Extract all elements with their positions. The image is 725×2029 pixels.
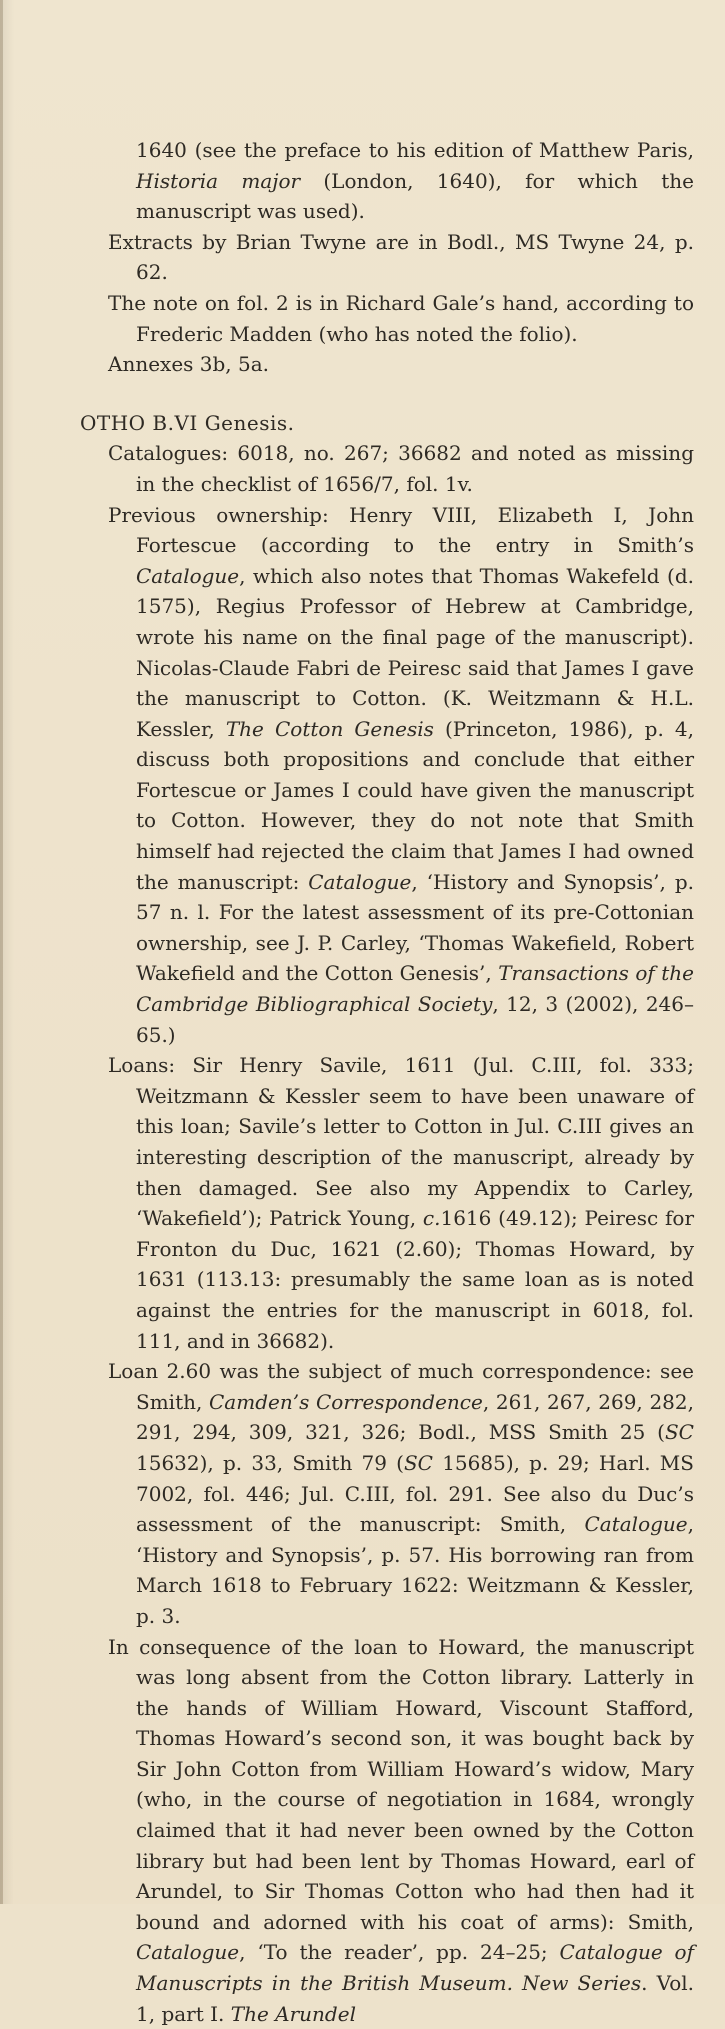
text-run: , which also notes that Thomas Wakefeld (d. 1575), Regius Professor of Hebrew at Cambridge, wrote his name on the final page of the manuscript). Nicolas-Claude Fabri de Peiresc said that James I gave the manuscript to Cotton. (K. Weitzmann & H.L. Kessler, (136, 564, 694, 741)
text-run: (London, 1640), for which the manuscript was used). (136, 169, 694, 224)
paragraph-continuation (108, 135, 694, 227)
note-howard-loan (108, 1632, 694, 2029)
text-run: , 261, 267, 269, 282, 291, 294, 309, 321, 326; Bodl., MSS Smith 25 ( (136, 1390, 694, 1445)
italic-title: Historia major (136, 169, 300, 193)
text-run: Extracts by Brian Twyne are in Bodl., MS Twyne 24, p. 62. (108, 230, 694, 285)
italic-title: SC (404, 1451, 433, 1475)
page-gutter (0, 0, 3, 1904)
note-previous-ownership (108, 500, 694, 1051)
note-loan-2-60 (108, 1356, 694, 1631)
italic-title: Catalogue (136, 564, 239, 588)
italic-title: Catalogue (584, 1512, 687, 1536)
text-run: , 12, 3 (2002), 246–65.) (136, 992, 694, 1047)
text-run: Previous ownership: Henry VIII, Elizabeth I, John Fortescue (according to the entry in Smith’s (108, 503, 694, 558)
text-run: Loan 2.60 was the subject of much correspondence: see Smith, (108, 1359, 694, 1414)
text-run: In consequence of the loan to Howard, the manuscript was long absent from the Cotton library. Latterly in the hands of William Howard, Viscount Stafford, Thomas Howard’s second son, it was bought back by Sir John Cotton from William Howard’s widow, Mary (who, in the course of negotiation in 1684, wrongly claimed that it had never been owned by the Cotton library but had been lent by Thomas Howard, earl of Arundel, to Sir Thomas Cotton who had then had it bound and adorned with his coat of arms): Smith, (108, 1635, 694, 1934)
note-extracts (108, 227, 694, 288)
text-run: Loans: Sir Henry Savile, 1611 (Jul. C.III, fol. 333; Weitzmann & Kessler seem to have been unaware of this loan; Savile’s letter to Cotton in Jul. C.III gives an interesting description of the manuscript, already by then damaged. See also my Appendix to Carley, ‘Wakefield’); Patrick Young, (108, 1053, 694, 1230)
text-run: , ‘History and Synopsis’, p. 57. His borrowing ran from March 1618 to February 1622: Weitzmann & Kessler, p. 3. (136, 1512, 694, 1628)
entry-heading (80, 408, 694, 439)
italic-title: Catalogue (136, 1940, 239, 1964)
text-run: 1640 (see the preface to his edition of Matthew Paris, (136, 138, 694, 162)
document-body (108, 135, 694, 2029)
note-fol-2 (108, 288, 694, 349)
text-run: (Princeton, 1986), p. 4, discuss both propositions and conclude that either Fortescue or James I could have given the manuscript to Cotton. However, they do not note that Smith himself had rejected the claim that James I had owned the manuscript: (136, 717, 694, 894)
text-run: , ‘History and Synopsis’, p. 57 n. l. For the latest assessment of its pre-Cottonian ownership, see J. P. Carley, ‘Thomas Wakefield, Robert Wakefield and the Cotton Genesis’, (136, 870, 694, 986)
entry-heading-text: OTHO B.VI Genesis. (80, 411, 295, 435)
text-run: 15685), p. 29; Harl. MS 7002, fol. 446; Jul. C.III, fol. 291. See also du Duc’s assessment of the manuscript: Smith, (136, 1451, 694, 1536)
italic-title: The Arundel (231, 2002, 356, 2026)
text-run: Catalogues: 6018, no. 267; 36682 and noted as missing in the checklist of 1656/7, fol. 1v. (108, 441, 694, 496)
note-loans (108, 1050, 694, 1356)
text-run: The note on fol. 2 is in Richard Gale’s hand, according to Frederic Madden (who has noted the folio). (108, 291, 694, 346)
italic-title: The Cotton Genesis (226, 717, 434, 741)
italic-title: Camden’s Correspondence (209, 1390, 483, 1414)
note-annexes (108, 349, 694, 380)
italic-title: Transactions of the Cambridge Bibliographical Society (136, 961, 694, 1016)
text-run: , ‘To the reader’, pp. 24–25; (239, 1940, 559, 1964)
italic-title: c. (423, 1206, 441, 1230)
italic-title: Catalogue of Manuscripts in the British Museum. New Series (136, 1940, 694, 1995)
text-run: Annexes 3b, 5a. (108, 352, 269, 376)
text-run: . Vol. 1, part I. (136, 1971, 694, 2026)
text-run: 1616 (49.12); Peiresc for Fronton du Duc, 1621 (2.60); Thomas Howard, by 1631 (113.13: presumably the same loan as is noted against the entries for the manuscript in 6018, fol. 111, and in 36682). (136, 1206, 694, 1352)
text-run: 15632), p. 33, Smith 79 ( (136, 1451, 404, 1475)
italic-title: Catalogue (308, 870, 411, 894)
note-catalogues (108, 438, 694, 499)
italic-title: SC (665, 1420, 694, 1444)
